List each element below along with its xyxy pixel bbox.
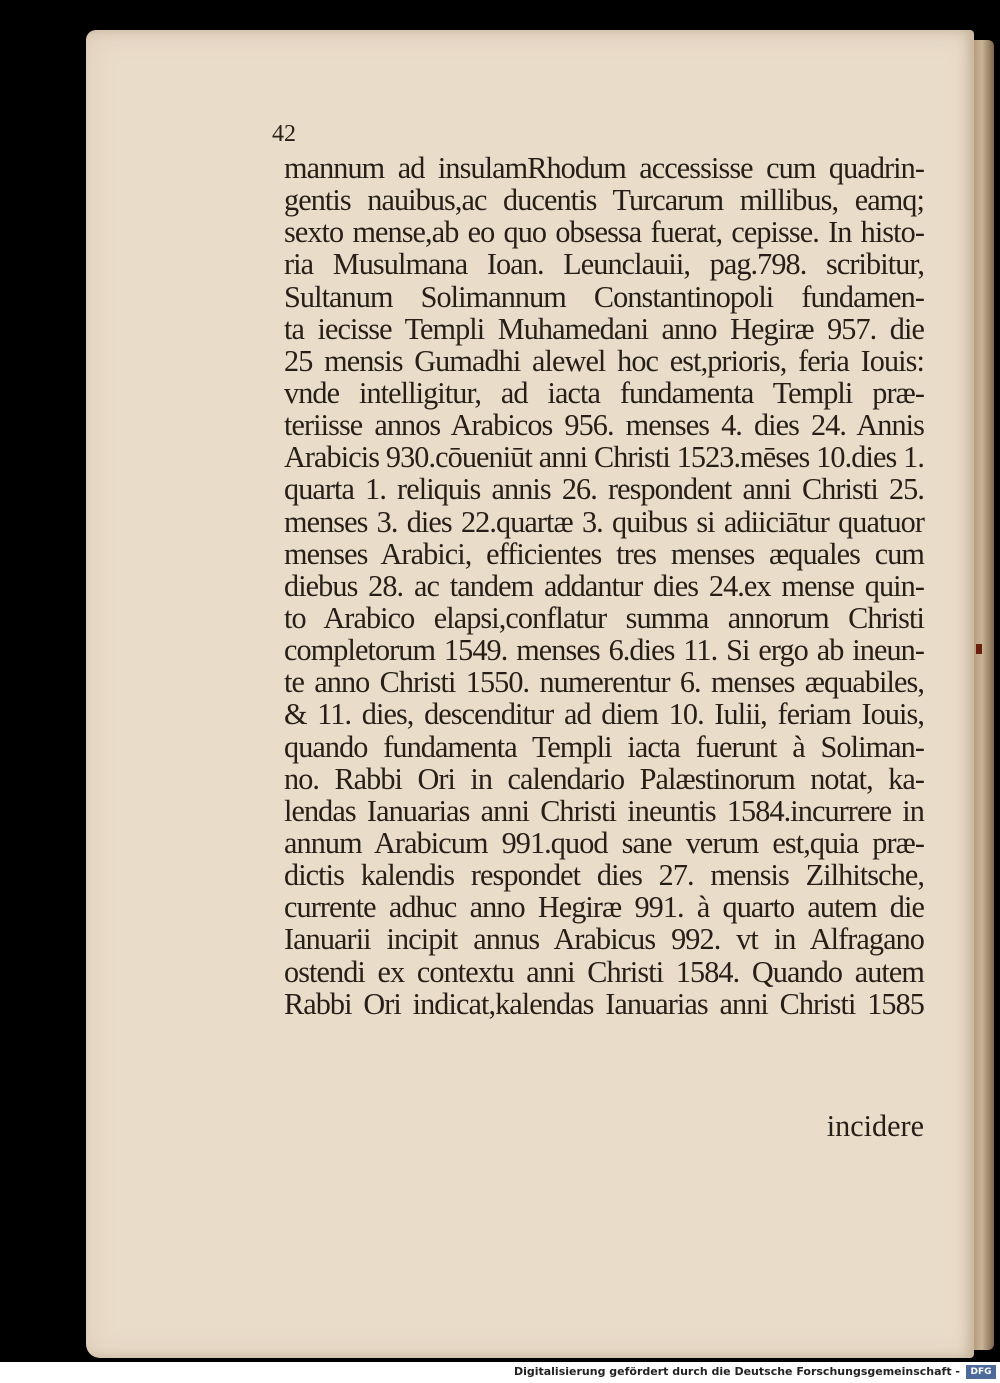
catchword: incidere — [826, 1109, 924, 1143]
footer-bar — [0, 1362, 1000, 1383]
text-line: Sultanum Solimannum Constantinopoli fundamen- — [284, 279, 924, 314]
text-line: ostendi ex contextu anni Christi 1584. Quando autem — [284, 954, 924, 989]
text-line: & 11. dies, descenditur ad diem 10. Iulii, feriam Iouis, — [284, 697, 924, 732]
text-line: teriisse annos Arabicos 956. menses 4. dies 24. Annis — [284, 408, 924, 443]
text-line: 25 mensis Gumadhi alewel hoc est,prioris, feria Iouis: — [284, 343, 924, 378]
text-line: Ianuarii incipit annus Arabicus 992. vt in Alfragano — [284, 922, 924, 957]
text-line: Arabicis 930.cōueniūt anni Christi 1523.mēses 10.dies 1. — [284, 440, 924, 475]
text-line: lendas Ianuarias anni Christi ineuntis 1584.incurrere in — [284, 793, 924, 828]
page-number: 42 — [272, 121, 296, 147]
text-line: menses Arabici, efficientes tres menses æquales cum — [284, 536, 924, 571]
text-line: completorum 1549. menses 6.dies 11. Si ergo ab ineun- — [284, 633, 924, 668]
text-line: dictis kalendis respondet dies 27. mensis Zilhitsche, — [284, 858, 924, 893]
body-text — [284, 152, 924, 1020]
text-line: currente adhuc anno Hegiræ 991. à quarto autem die — [284, 890, 924, 925]
text-line: menses 3. dies 22.quartæ 3. quibus si adiiciātur quatuor — [284, 504, 924, 539]
text-line: annum Arabicum 991.quod sane verum est,quia præ- — [284, 825, 924, 860]
text-line: Rabbi Ori indicat,kalendas Ianuarias anni Christi 1585 — [284, 986, 924, 1021]
edge-mark — [976, 644, 982, 654]
text-line: quando fundamenta Templi iacta fuerunt à Soliman- — [284, 729, 924, 764]
text-line: ria Musulmana Ioan. Leunclauii, pag.798. scribitur, — [284, 247, 924, 282]
page-edge — [974, 40, 994, 1350]
text-line: ta iecisse Templi Muhamedani anno Hegiræ 957. die — [284, 311, 924, 346]
text-line: quarta 1. reliquis annis 26. respondent anni Christi 25. — [284, 472, 924, 507]
text-line: mannum ad insulamRhodum accessisse cum quadrin- — [284, 151, 924, 185]
dfg-logo-icon: DFG — [966, 1365, 996, 1379]
text-line: gentis nauibus,ac ducentis Turcarum millibus, eamq; — [284, 183, 924, 218]
text-line: diebus 28. ac tandem addantur dies 24.ex mense quin- — [284, 568, 924, 603]
text-line: te anno Christi 1550. numerentur 6. menses æquabiles, — [284, 665, 924, 700]
text-line: to Arabico elapsi,conflatur summa annorum Christi — [284, 600, 924, 635]
funding-notice: Digitalisierung gefördert durch die Deutsche Forschungsgemeinschaft - — [513, 1365, 960, 1378]
text-line: vnde intelligitur, ad iacta fundamenta Templi præ- — [284, 375, 924, 410]
text-line: no. Rabbi Ori in calendario Palæstinorum notat, ka- — [284, 761, 924, 796]
text-line: sexto mense,ab eo quo obsessa fuerat, cepisse. In histo- — [284, 215, 924, 250]
